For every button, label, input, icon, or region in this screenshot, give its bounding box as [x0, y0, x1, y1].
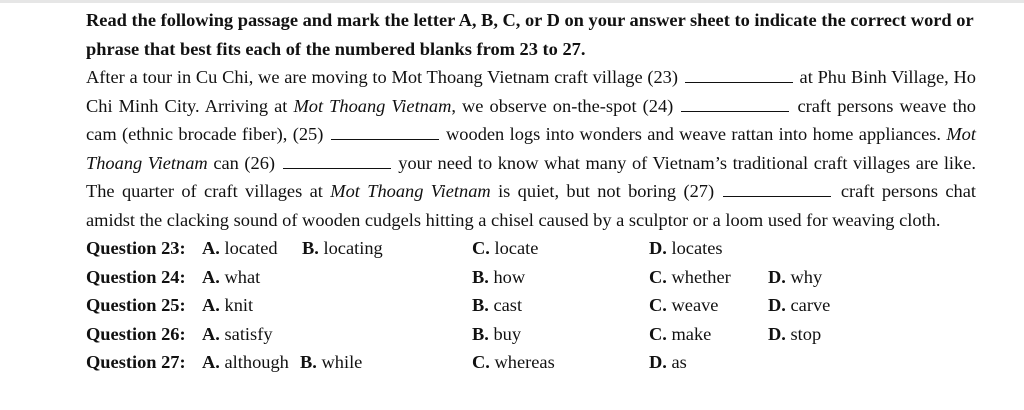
passage-text: your need to know what many of Vietnam’s traditional craft villages are like. The quarter of craft villages at [86, 152, 976, 201]
option-b[interactable]: B. locating [302, 238, 383, 258]
passage-text: After a tour in Cu Chi, we are moving to Mot Thoang Vietnam craft village (23) [86, 67, 679, 87]
passage-text: at Phu Binh Village, Ho Chi Minh City. Arriving at [86, 67, 976, 116]
option-a[interactable]: A. although [202, 352, 289, 372]
passage-text: craft persons weave tho cam (ethnic brocade fiber), (25) [86, 95, 976, 144]
option-c[interactable]: C. make [649, 323, 712, 344]
exercise-document [86, 6, 976, 377]
blank-26[interactable] [283, 154, 391, 169]
blank-23[interactable] [685, 68, 793, 83]
option-b[interactable]: B. cast [472, 295, 523, 315]
passage [86, 63, 976, 234]
passage-text: , we observe on-the-spot (24) [451, 95, 674, 116]
question-24 [86, 263, 976, 292]
question-label: Question 25: [86, 295, 186, 315]
option-b[interactable]: B. how [472, 266, 526, 287]
question-label: Question 26: [86, 323, 186, 344]
question-label: Question 23: [86, 238, 186, 258]
option-c[interactable]: C. weave [649, 295, 719, 315]
option-c[interactable]: C. locate [472, 238, 539, 258]
option-b[interactable]: B. buy [472, 323, 522, 344]
passage-text: is quiet, but not boring (27) [498, 181, 715, 201]
blank-25[interactable] [331, 125, 439, 140]
question-label: Question 27: [86, 352, 186, 372]
option-c[interactable]: C. whether [649, 266, 731, 287]
option-b[interactable]: B. while [300, 352, 363, 372]
option-d[interactable]: D. as [649, 352, 687, 372]
option-a[interactable]: A. knit [202, 295, 254, 315]
instructions: Read the following passage and mark the letter A, B, C, or D on your answer sheet to indicate the correct word or phrase that best fits each of the numbered blanks from 23 to 27. [86, 10, 974, 59]
option-a[interactable]: A. satisfy [202, 323, 273, 344]
question-26 [86, 320, 976, 349]
village-name: Mot Thoang Vietnam [330, 181, 491, 201]
question-27 [86, 348, 976, 377]
top-divider [0, 0, 1024, 3]
option-d[interactable]: D. stop [768, 323, 822, 344]
passage-text: wooden logs into wonders and weave rattan into home appliances. [446, 124, 941, 144]
village-name: Mot Thoang Vietnam [86, 124, 976, 173]
question-25 [86, 291, 976, 320]
option-d[interactable]: D. carve [768, 295, 831, 315]
option-a[interactable]: A. located [202, 238, 278, 258]
option-c[interactable]: C. whereas [472, 352, 555, 372]
blank-24[interactable] [681, 97, 789, 112]
passage-text: can (26) [213, 152, 276, 173]
blank-27[interactable] [723, 182, 831, 197]
option-d[interactable]: D. locates [649, 238, 723, 258]
option-a[interactable]: A. what [202, 266, 261, 287]
question-list [86, 234, 976, 377]
question-label: Question 24: [86, 266, 186, 287]
option-d[interactable]: D. why [768, 266, 823, 287]
passage-text: craft persons chat amidst the clacking sound of wooden cudgels hitting a chisel caused by a sculptor or a loom used for weaving cloth. [86, 181, 977, 230]
village-name: Mot Thoang Vietnam [293, 95, 452, 116]
question-23 [86, 234, 976, 263]
